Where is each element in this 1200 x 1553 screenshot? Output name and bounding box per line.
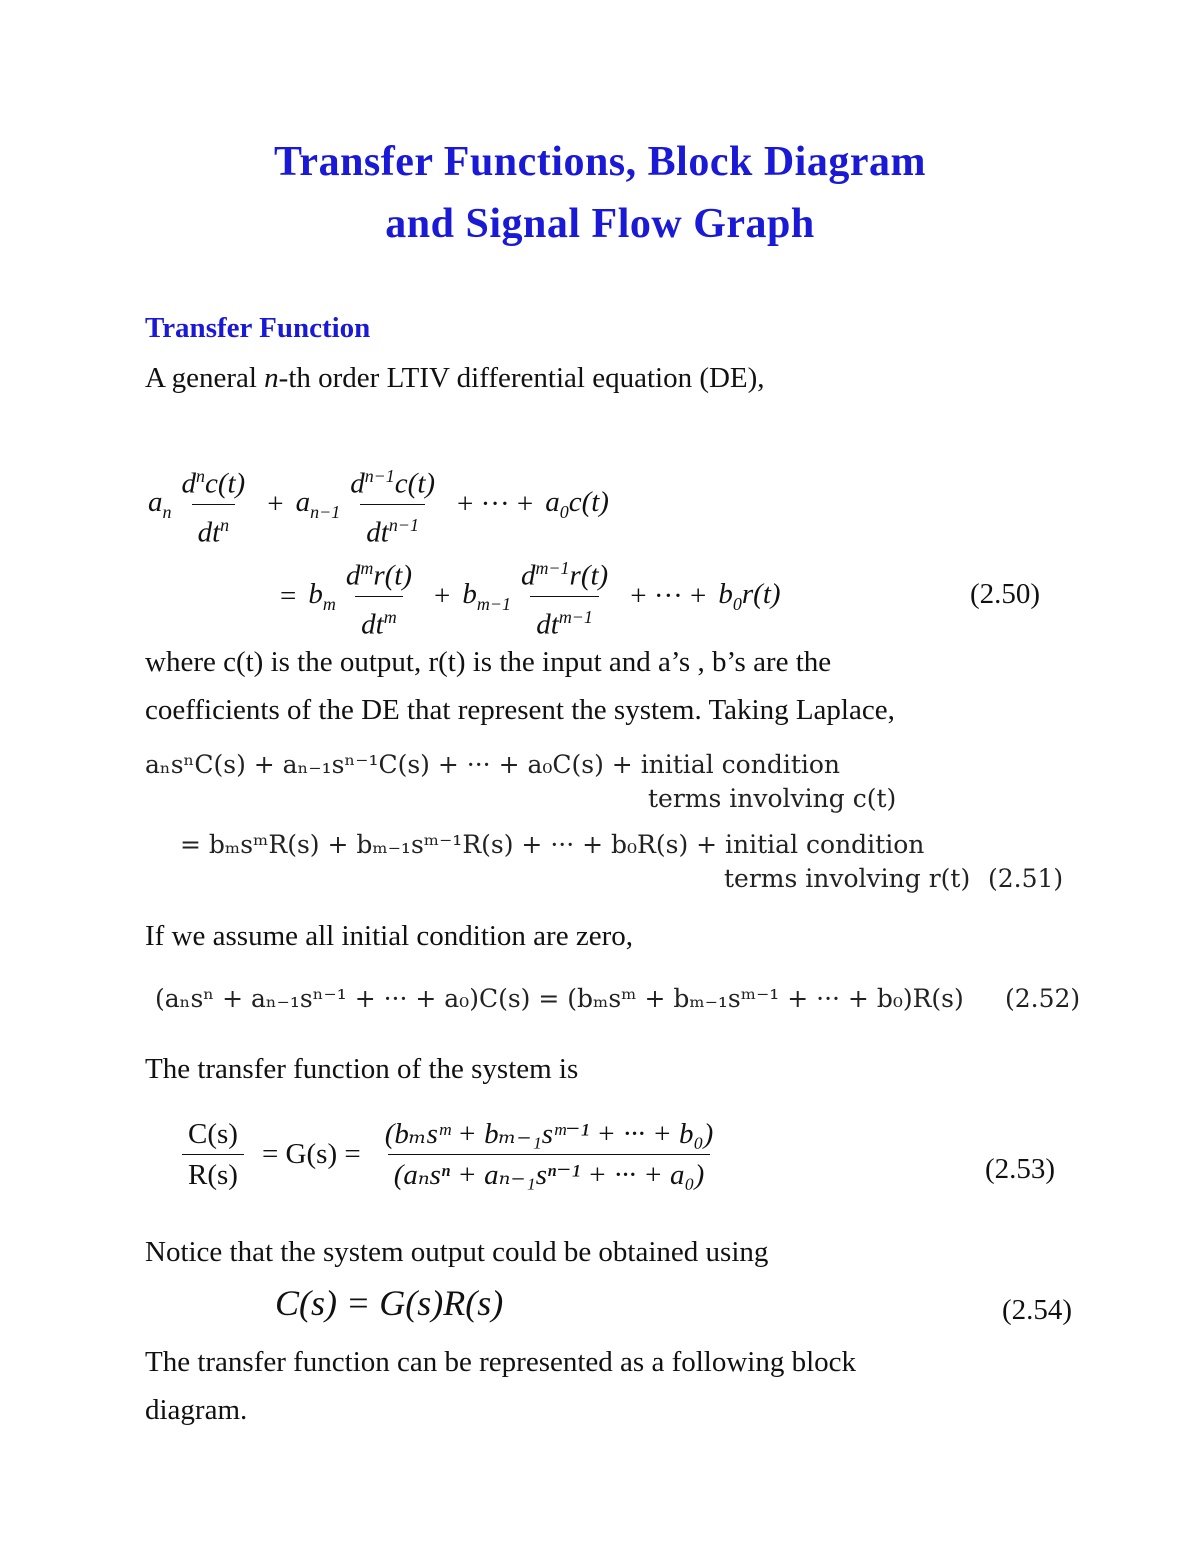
where-line-2: coefficients of the DE that represent the system. Taking Laplace,: [145, 694, 895, 726]
notice-paragraph: Notice that the system output could be obtained using: [145, 1236, 769, 1268]
equation-2-51-line-3: = bₘsᵐR(s) + bₘ₋₁sᵐ⁻¹R(s) + ··· + b₀R(s) + initial condition: [180, 830, 925, 859]
tf-paragraph: The transfer function of the system is: [145, 1053, 579, 1085]
intro-paragraph: [145, 354, 1105, 402]
eq254-expression: C(s) = G(s)R(s): [275, 1283, 504, 1323]
title-line-2: and Signal Flow Graph: [385, 201, 815, 247]
equation-2-52: (aₙsⁿ + aₙ₋₁sⁿ⁻¹ + ··· + a₀)C(s) = (bₘsᵐ + bₘ₋₁sᵐ⁻¹ + ··· + b₀)R(s): [155, 984, 964, 1013]
equation-number-2-54: (2.54): [1002, 1294, 1073, 1326]
equation-2-51-line-2: terms involving c(t): [648, 784, 897, 813]
section-heading: Transfer Function: [145, 312, 371, 344]
where-line-1: where c(t) is the output, r(t) is the input and a’s , b’s are the: [145, 646, 832, 678]
equation-2-50-line-2: = $b_m$ $\frac{d^mr(t)}{dt^m}$ + $b_{m-1}$ $\frac{d^{m-1}r(t)}{dt^{m-1}}$ + ··· + $b_0r(t)$: [280, 558, 781, 641]
eq253-rhs-num: (bₘsᵐ + bₘ₋₁sᵐ⁻¹ + ··· + b₀): [384, 1118, 714, 1150]
equation-2-53: [178, 1118, 723, 1191]
intro-post: -th order LTIV differential equation (DE),: [278, 362, 765, 394]
eq253-rhs-den: (aₙsⁿ + aₙ₋₁sⁿ⁻¹ + ··· + a₀): [388, 1154, 711, 1191]
title-line-1: Transfer Functions, Block Diagram: [274, 139, 926, 185]
eq253-mid: = G(s) =: [261, 1138, 361, 1170]
equation-2-50-line-1: $a_n$ $\frac{d^nc(t)}{dt^n}$ + $a_{n-1}$ $\frac{d^{n-1}c(t)}{dt^{n-1}}$ + ··· + $a_0c(t)$: [148, 466, 609, 549]
intro-var: n: [264, 362, 279, 394]
equation-number-2-51: (2.51): [988, 864, 1064, 893]
block-line-1: The transfer function can be represented as a following block: [145, 1346, 857, 1378]
assume-paragraph: If we assume all initial condition are zero,: [145, 920, 633, 952]
equation-2-51-line-1: aₙsⁿC(s) + aₙ₋₁sⁿ⁻¹C(s) + ··· + a₀C(s) + initial condition: [145, 750, 841, 779]
equation-number-2-53: (2.53): [985, 1153, 1056, 1185]
equation-2-51-line-4: terms involving r(t): [724, 864, 971, 893]
intro-pre: A general: [145, 362, 265, 394]
equation-number-2-52: (2.52): [1005, 984, 1081, 1013]
equation-number-2-50: (2.50): [970, 578, 1041, 610]
eq253-lhs-num: C(s): [188, 1118, 238, 1150]
equation-2-54: [275, 1282, 503, 1324]
eq253-lhs-den: R(s): [182, 1154, 244, 1191]
block-line-2: diagram.: [145, 1394, 248, 1426]
